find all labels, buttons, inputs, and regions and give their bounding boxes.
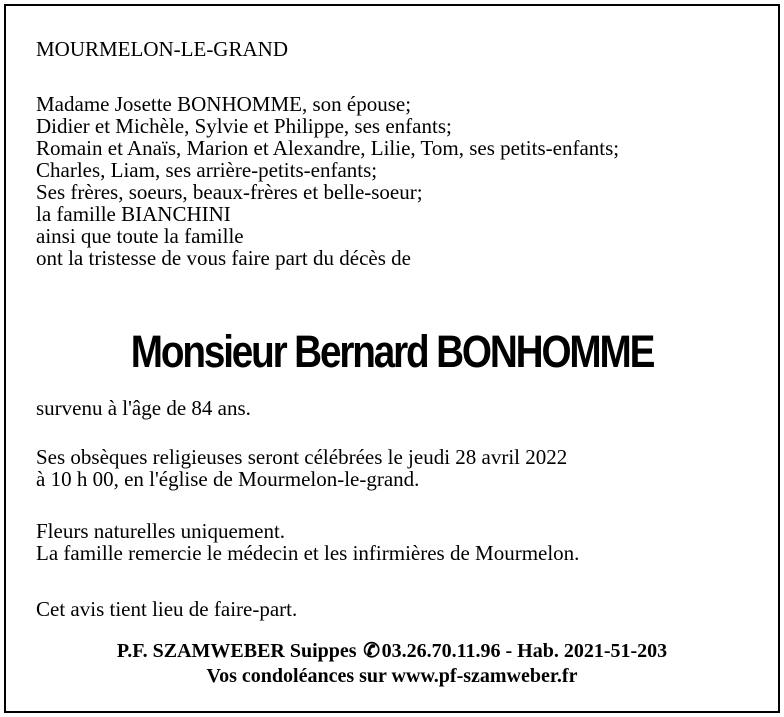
funeral-home-name: P.F. SZAMWEBER Suippes bbox=[116, 640, 357, 662]
family-line: Charles, Liam, ses arrière-petits-enfants; bbox=[36, 158, 378, 182]
phone-icon: ✆ bbox=[363, 640, 380, 662]
obituary-notice bbox=[4, 4, 780, 713]
note-line: La famille remercie le médecin et les infirmières de Mourmelon. bbox=[36, 541, 580, 565]
deceased-name: Monsieur Bernard BONHOMME bbox=[130, 326, 654, 377]
ceremony-line: à 10 h 00, en l'église de Mourmelon-le-grand. bbox=[36, 467, 420, 491]
family-line: ainsi que toute la famille bbox=[36, 224, 244, 248]
ceremony-details bbox=[36, 446, 567, 490]
family-line: Madame Josette BONHOMME, son épouse; bbox=[36, 92, 412, 116]
family-line: la famille BIANCHINI bbox=[36, 202, 231, 226]
contact-details: 03.26.70.11.96 - Hab. 2021-51-203 bbox=[381, 640, 668, 662]
funeral-home-contact bbox=[6, 639, 778, 663]
family-line: Romain et Anaïs, Marion et Alexandre, Lilie, Tom, ses petits-enfants; bbox=[36, 136, 620, 160]
family-line: Ses frères, soeurs, beaux-frères et belle-soeur; bbox=[36, 180, 423, 204]
age-line: survenu à l'âge de 84 ans. bbox=[36, 396, 251, 420]
notes bbox=[36, 520, 579, 564]
condolences-line: Vos condoléances sur www.pf-szamweber.fr bbox=[206, 665, 578, 687]
family-line: ont la tristesse de vous faire part du décès de bbox=[36, 246, 411, 270]
family-list bbox=[36, 93, 619, 269]
family-line: Didier et Michèle, Sylvie et Philippe, ses enfants; bbox=[36, 114, 452, 138]
town-heading: MOURMELON-LE-GRAND bbox=[36, 37, 288, 61]
closing-line: Cet avis tient lieu de faire-part. bbox=[36, 597, 298, 621]
ceremony-line: Ses obsèques religieuses seront célébrées le jeudi 28 avril 2022 bbox=[36, 445, 568, 469]
note-line: Fleurs naturelles uniquement. bbox=[36, 519, 286, 543]
